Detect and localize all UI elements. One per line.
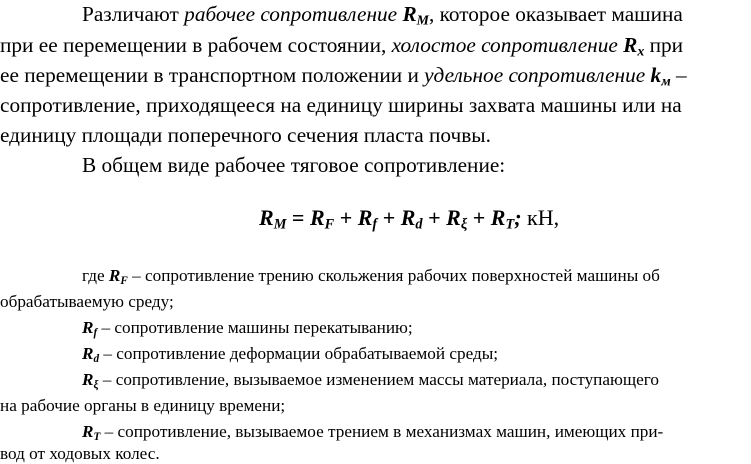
formula-plus: + — [422, 205, 447, 230]
definition-rt-cont: вод от ходовых колес. — [0, 444, 160, 463]
text: ее перемещении в транспортном положении и — [0, 63, 425, 87]
text: – сопротивление, вызываемое трением в механизмах машин, имеющих при- — [100, 422, 664, 441]
formula — [259, 205, 559, 231]
paragraph2: В общем виде рабочее тяговое сопротивление: — [82, 153, 506, 177]
formula-lhs: R — [259, 205, 274, 230]
definition-rf-cont: обрабатываемую среду; — [0, 292, 174, 311]
definition-rd — [82, 344, 498, 364]
formula-term5-sub: T — [505, 216, 515, 233]
term-idle-resistance: холостое сопротивление — [391, 33, 618, 57]
formula-plus: + — [377, 205, 401, 230]
def-symbol-sub: F — [120, 274, 128, 287]
formula-plus: + — [467, 205, 491, 230]
formula-unit: кН, — [521, 205, 560, 230]
def-symbol: R — [82, 422, 94, 441]
def-symbol: R — [82, 318, 94, 337]
formula-term2: R — [357, 205, 373, 230]
text: где — [82, 266, 109, 285]
text: – — [670, 63, 687, 87]
def-symbol-sub: T — [93, 430, 101, 443]
formula-term4: R — [446, 205, 461, 230]
formula-term3: R — [400, 205, 416, 230]
formula-term5: R — [490, 205, 506, 230]
text: при ее перемещении в рабочем состоянии, — [0, 33, 392, 57]
symbol-rm-sub: M — [416, 12, 429, 28]
text: – сопротивление деформации обрабатываемой среды; — [99, 344, 499, 363]
term-specific-resistance: удельное сопротивление — [424, 63, 646, 87]
symbol-km-sub: м — [661, 73, 671, 89]
symbol-km: k — [650, 63, 662, 87]
paragraph1-line2 — [0, 33, 683, 58]
def-symbol: R — [108, 266, 121, 285]
formula-term1-sub: F — [324, 216, 335, 233]
formula-plus: + — [334, 205, 358, 230]
formula-term3-sub: d — [415, 216, 423, 233]
term-working-resistance: рабочее сопротивление — [184, 2, 398, 26]
paragraph1-line1 — [82, 2, 683, 27]
def-symbol: R — [82, 344, 94, 363]
text: , которое оказывает машина — [428, 2, 683, 26]
def-symbol-sub: ξ — [93, 378, 99, 391]
symbol-rm: R — [402, 2, 417, 26]
formula-lhs-sub: M — [273, 216, 287, 233]
formula-term4-sub: ξ — [460, 216, 468, 233]
definition-rf — [82, 266, 660, 286]
text: – сопротивление машины перекатыванию; — [97, 318, 413, 337]
symbol-rx: R — [623, 33, 638, 57]
def-symbol-sub: d — [93, 352, 100, 365]
text: при — [644, 33, 684, 57]
text: Различают — [82, 2, 185, 26]
formula-eq: = — [286, 205, 310, 230]
text: – сопротивление трению скольжения рабочих поверхностей машины об — [127, 266, 660, 285]
definition-rxi-cont: на рабочие органы в единицу времени; — [0, 396, 286, 415]
def-symbol-sub: f — [93, 326, 98, 339]
paragraph1-line4: сопротивление, приходящееся на единицу ширины захвата машины или на — [0, 93, 682, 117]
formula-term1: R — [309, 205, 325, 230]
formula-semicolon: ; — [514, 205, 522, 230]
definition-rf-small — [82, 318, 413, 338]
paragraph1-line5: единицу площади поперечного сечения пласта почвы. — [0, 123, 491, 147]
formula-term2-sub: f — [372, 216, 378, 233]
definition-rxi — [82, 370, 659, 390]
symbol-rx-sub: x — [637, 43, 645, 59]
text: – сопротивление, вызываемое изменением массы материала, поступающего — [98, 370, 659, 389]
def-symbol: R — [82, 370, 94, 389]
paragraph1-line3 — [0, 63, 687, 88]
definition-rt — [82, 422, 663, 442]
